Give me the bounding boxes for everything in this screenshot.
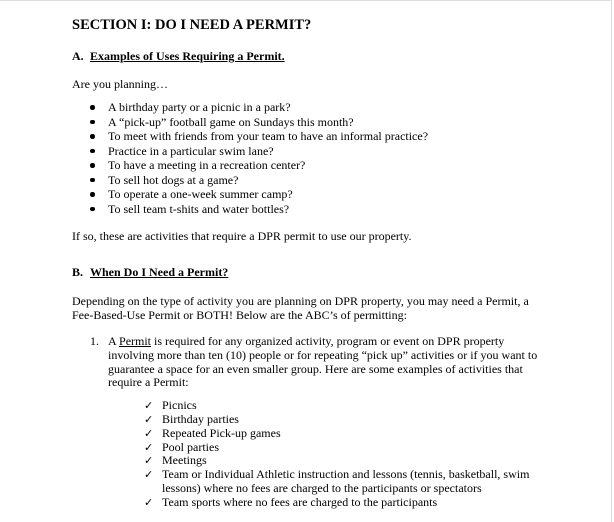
bullet-dot-icon xyxy=(90,105,95,110)
bullet-dot-icon xyxy=(90,207,95,212)
bullet-text: To have a meeting in a recreation center? xyxy=(108,158,306,172)
point-text: is required for any organized activity, program or event on DPR property involving more than ten (10) people or for repeating “pick up” activities or if you want to guarantee a space for an even smaller group. Here are some examples of activities that require a Permit: xyxy=(108,334,538,390)
document-content xyxy=(72,16,542,510)
part-a-conclusion: If so, these are activities that require a DPR permit to use our property. xyxy=(72,229,412,243)
bullet-text: To sell team t-shits and water bottles? xyxy=(108,201,290,216)
check-item xyxy=(144,454,542,468)
checkmark-icon: ✓ xyxy=(144,399,154,413)
part-a-intro: Are you planning… xyxy=(72,77,168,91)
bullet-dot-icon xyxy=(90,149,95,154)
checkmark-icon: ✓ xyxy=(144,412,154,426)
checkmark-icon: ✓ xyxy=(144,426,154,440)
check-item xyxy=(144,413,542,427)
bullet-text: To sell hot dogs at a game? xyxy=(108,172,239,187)
bullet-item xyxy=(72,144,542,159)
check-item xyxy=(144,427,542,441)
check-item xyxy=(144,441,542,455)
checkmark-icon: ✓ xyxy=(144,440,154,454)
bullet-dot-icon xyxy=(90,134,95,139)
point-number: 1. xyxy=(90,334,99,348)
check-text: Team or Individual Athletic instruction and lessons (tennis, basketball, swim lessons) where no fees are charged to the participants or spectators xyxy=(162,467,530,495)
point-lead: A xyxy=(108,334,120,348)
permit-point-1 xyxy=(72,335,542,390)
bullet-item xyxy=(72,100,542,115)
bullet-item xyxy=(72,129,542,144)
bullet-item xyxy=(72,202,542,217)
bullet-text: To operate a one-week summer camp? xyxy=(108,187,293,201)
bullet-item xyxy=(72,187,542,202)
part-b-heading xyxy=(72,265,542,280)
check-item xyxy=(144,496,542,510)
part-b-intro: Depending on the type of activity you are planning on DPR property, you may need a Permit, a Fee-Based-Use Permit or BOTH! Below are the ABC’s of permitting: xyxy=(72,294,529,322)
part-a-bullet-list xyxy=(72,100,542,216)
section-title: SECTION I: DO I NEED A PERMIT? xyxy=(72,17,312,33)
bullet-dot-icon xyxy=(90,163,95,168)
check-text: Birthday parties xyxy=(162,411,239,426)
bullet-dot-icon xyxy=(90,192,95,197)
check-item xyxy=(144,468,542,496)
bullet-dot-icon xyxy=(90,120,95,125)
bullet-item xyxy=(72,173,542,188)
bullet-text: To meet with friends from your team to have an informal practice? xyxy=(108,129,429,143)
bullet-dot-icon xyxy=(90,178,95,183)
part-a-heading xyxy=(72,49,542,64)
permit-examples-list xyxy=(72,399,542,509)
check-text: Picnics xyxy=(162,398,197,413)
check-text: Team sports where no fees are charged to the participants xyxy=(162,494,438,509)
permit-term: Permit xyxy=(119,334,152,348)
checkmark-icon: ✓ xyxy=(144,495,154,509)
checkmark-icon: ✓ xyxy=(144,468,154,482)
check-text: Pool parties xyxy=(162,439,219,454)
part-a-heading-text: Examples of Uses Requiring a Permit. xyxy=(90,49,285,63)
check-text: Meetings xyxy=(162,453,207,468)
part-b-heading-text: When Do I Need a Permit? xyxy=(90,265,229,279)
part-b-letter: B. xyxy=(72,265,84,279)
checkmark-icon: ✓ xyxy=(144,454,154,468)
bullet-text: Practice in a particular swim lane? xyxy=(108,143,274,158)
bullet-item xyxy=(72,158,542,173)
bullet-item xyxy=(72,115,542,130)
check-text: Repeated Pick-up games xyxy=(162,425,281,440)
bullet-text: A “pick-up” football game on Sundays this month? xyxy=(108,114,354,129)
bullet-text: A birthday party or a picnic in a park? xyxy=(108,100,291,114)
check-item xyxy=(144,399,542,413)
part-a-letter: A. xyxy=(72,49,84,63)
